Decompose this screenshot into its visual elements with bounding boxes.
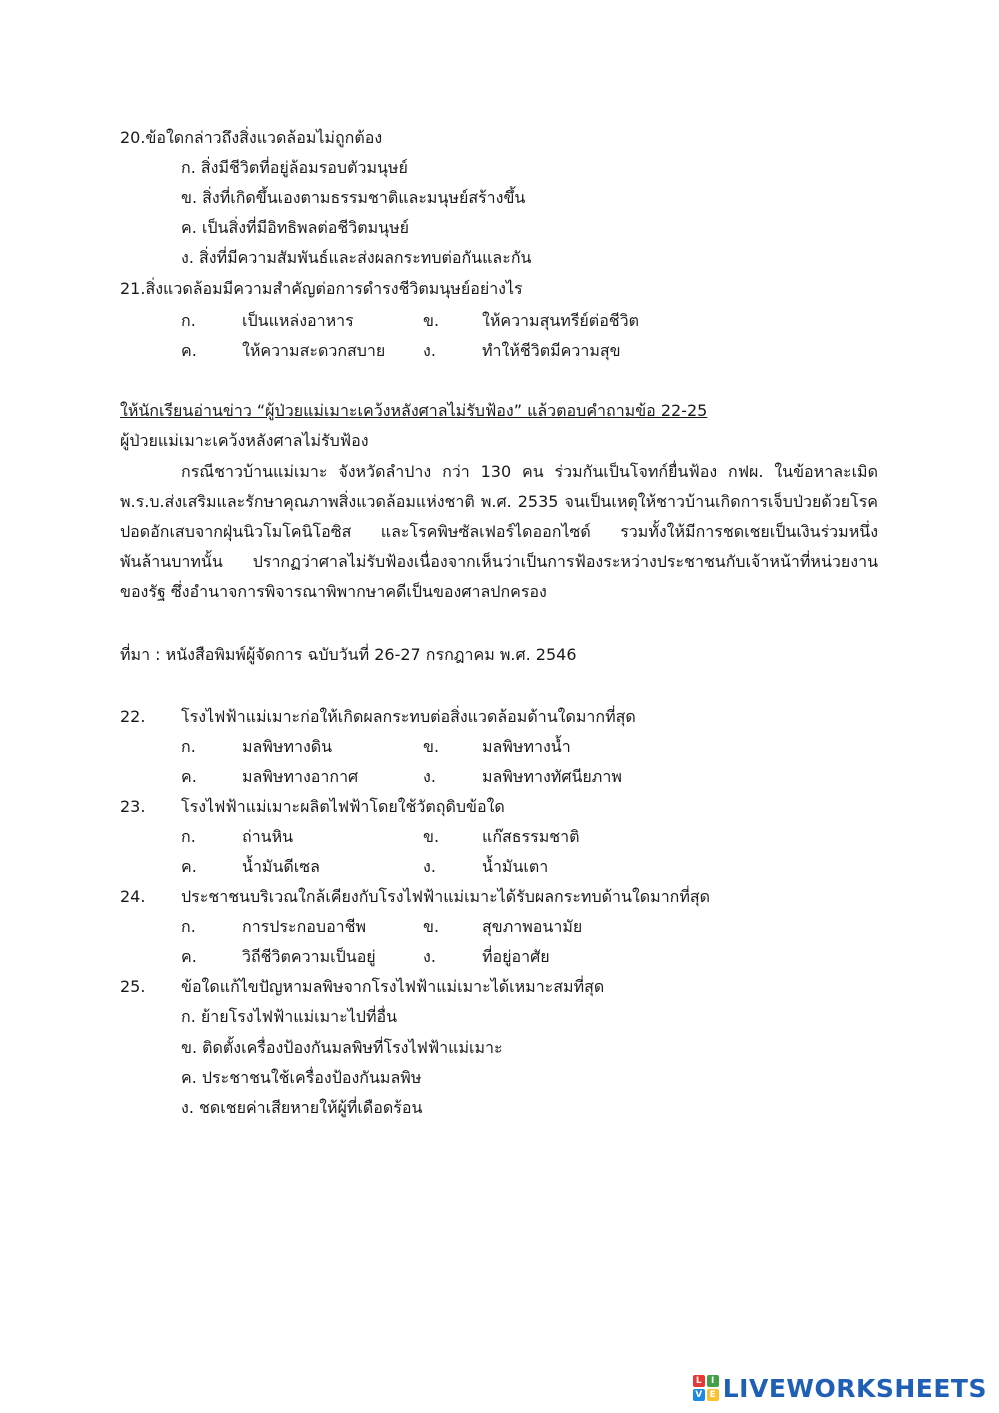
logo-letter: V: [693, 1389, 705, 1401]
logo-letter: L: [693, 1375, 705, 1387]
q23-choice-d-text: น้ำมันเตา: [482, 857, 549, 876]
q22-choice-d-text: มลพิษทางทัศนียภาพ: [482, 767, 622, 786]
news-source: ที่มา : หนังสือพิมพ์ผู้จัดการ ฉบับวันที่ 26-27 กรกฎาคม พ.ศ. 2546: [120, 645, 577, 664]
q24-choice-a-letter: ก.: [181, 917, 196, 936]
liveworksheets-watermark: [693, 1373, 987, 1403]
q22-choice-c-text: มลพิษทางอากาศ: [242, 767, 359, 786]
q23-choice-b-letter: ข.: [423, 827, 440, 846]
q24-choice-d-text: ที่อยู่อาศัย: [482, 947, 550, 966]
news-headline: ผู้ป่วยแม่เมาะเคว้งหลังศาลไม่รับฟ้อง: [120, 431, 369, 450]
q21-choice-d-text: ทำให้ชีวิตมีความสุข: [482, 341, 621, 360]
q22-choice-b-text: มลพิษทางน้ำ: [482, 737, 571, 756]
logo-letter: E: [707, 1389, 719, 1401]
q22-choice-b-letter: ข.: [423, 737, 440, 756]
q22-choice-a-letter: ก.: [181, 737, 196, 756]
q23-choice-a-letter: ก.: [181, 827, 196, 846]
q22-choice-d-letter: ง.: [423, 767, 436, 786]
q22-choice-c-letter: ค.: [181, 767, 197, 786]
liveworksheets-brand-text: LIVEWORKSHEETS: [722, 1373, 987, 1403]
q21-choice-d-letter: ง.: [423, 341, 436, 360]
q25-choice-c: ค. ประชาชนใช้เครื่องป้องกันมลพิษ: [181, 1068, 422, 1087]
q25-choice-b: ข. ติดตั้งเครื่องป้องกันมลพิษที่โรงไฟฟ้าแม่เมาะ: [181, 1038, 503, 1057]
q21-choice-c-letter: ค.: [181, 341, 197, 360]
q21-choice-a-text: เป็นแหล่งอาหาร: [242, 311, 354, 330]
q24-choice-c-text: วิถีชีวิตความเป็นอยู่: [242, 947, 376, 966]
q23-choice-c-text: น้ำมันดีเซล: [242, 857, 320, 876]
q20-stem: 20.ข้อใดกล่าวถึงสิ่งแวดล้อมไม่ถูกต้อง: [120, 128, 383, 147]
q24-choice-b-text: สุขภาพอนามัย: [482, 917, 583, 936]
q21-choice-a-letter: ก.: [181, 311, 196, 330]
news-paragraph-line: พ.ร.บ.ส่งเสริมและรักษาคุณภาพสิ่งแวดล้อมแห่งชาติ พ.ศ. 2535 จนเป็นเหตุให้ชาวบ้านเกิดการเจ็บป่วยด้วยโรค: [120, 492, 878, 511]
q24-stem: ประชาชนบริเวณใกล้เคียงกับโรงไฟฟ้าแม่เมาะได้รับผลกระทบด้านใดมากที่สุด: [181, 887, 711, 906]
q20-choice-d: ง. สิ่งที่มีความสัมพันธ์และส่งผลกระทบต่อกันและกัน: [181, 248, 532, 267]
q24-choice-a-text: การประกอบอาชีพ: [242, 917, 367, 936]
q23-choice-a-text: ถ่านหิน: [242, 827, 294, 846]
q23-choice-c-letter: ค.: [181, 857, 197, 876]
news-paragraph-line: กรณีชาวบ้านแม่เมาะ จังหวัดลำปาง กว่า 130 คน ร่วมกันเป็นโจทก์ยื่นฟ้อง กฟผ. ในข้อหาละเมิด: [181, 462, 878, 481]
q23-stem: โรงไฟฟ้าแม่เมาะผลิตไฟฟ้าโดยใช้วัตถุดิบข้อใด: [181, 797, 505, 816]
news-paragraph-line: พันล้านบาทนั้น ปรากฏว่าศาลไม่รับฟ้องเนื่องจากเห็นว่าเป็นการฟ้องระหว่างประชาชนกับเจ้าหน้าที่หน่วยงาน: [120, 552, 878, 571]
liveworksheets-logo-icon: [693, 1375, 719, 1401]
q22-choice-a-text: มลพิษทางดิน: [242, 737, 333, 756]
news-paragraph-line: ของรัฐ ซึ่งอำนาจการพิจารณาพิพากษาคดีเป็นของศาลปกครอง: [120, 582, 547, 601]
q20-choice-a: ก. สิ่งมีชีวิตที่อยู่ล้อมรอบตัวมนุษย์: [181, 158, 408, 177]
q25-number: 25.: [120, 977, 146, 996]
q21-choice-b-text: ให้ความสุนทรีย์ต่อชีวิต: [482, 311, 640, 330]
q24-number: 24.: [120, 887, 146, 906]
q22-stem: โรงไฟฟ้าแม่เมาะก่อให้เกิดผลกระทบต่อสิ่งแวดล้อมด้านใดมากที่สุด: [181, 707, 636, 726]
news-paragraph-line: ปอดอักเสบจากฝุ่นนิวโมโคนิโอซิส และโรคพิษซัลเฟอร์ไดออกไซด์ รวมทั้งให้มีการชดเชยเป็นเงินร่วมหนึ่ง: [120, 522, 878, 541]
q24-choice-b-letter: ข.: [423, 917, 440, 936]
q21-stem: 21.สิ่งแวดล้อมมีความสำคัญต่อการดำรงชีวิตมนุษย์อย่างไร: [120, 279, 523, 298]
q20-choice-b: ข. สิ่งที่เกิดขึ้นเองตามธรรมชาติและมนุษย์สร้างขึ้น: [181, 188, 526, 207]
q23-choice-b-text: แก๊สธรรมชาติ: [482, 827, 580, 846]
q21-choice-c-text: ให้ความสะดวกสบาย: [242, 341, 386, 360]
q20-choice-c: ค. เป็นสิ่งที่มีอิทธิพลต่อชีวิตมนุษย์: [181, 218, 410, 237]
reading-instruction: ให้นักเรียนอ่านข่าว “ผู้ป่วยแม่เมาะเคว้งหลังศาลไม่รับฟ้อง” แล้วตอบคำถามข้อ 22-25: [120, 401, 708, 420]
q23-choice-d-letter: ง.: [423, 857, 436, 876]
q22-number: 22.: [120, 707, 146, 726]
q24-choice-c-letter: ค.: [181, 947, 197, 966]
q25-choice-d: ง. ชดเชยค่าเสียหายให้ผู้ที่เดือดร้อน: [181, 1098, 423, 1117]
logo-letter: I: [707, 1375, 719, 1387]
q24-choice-d-letter: ง.: [423, 947, 436, 966]
q21-choice-b-letter: ข.: [423, 311, 440, 330]
q25-choice-a: ก. ย้ายโรงไฟฟ้าแม่เมาะไปที่อื่น: [181, 1007, 398, 1026]
q23-number: 23.: [120, 797, 146, 816]
q25-stem: ข้อใดแก้ไขปัญหามลพิษจากโรงไฟฟ้าแม่เมาะได้เหมาะสมที่สุด: [181, 977, 605, 996]
